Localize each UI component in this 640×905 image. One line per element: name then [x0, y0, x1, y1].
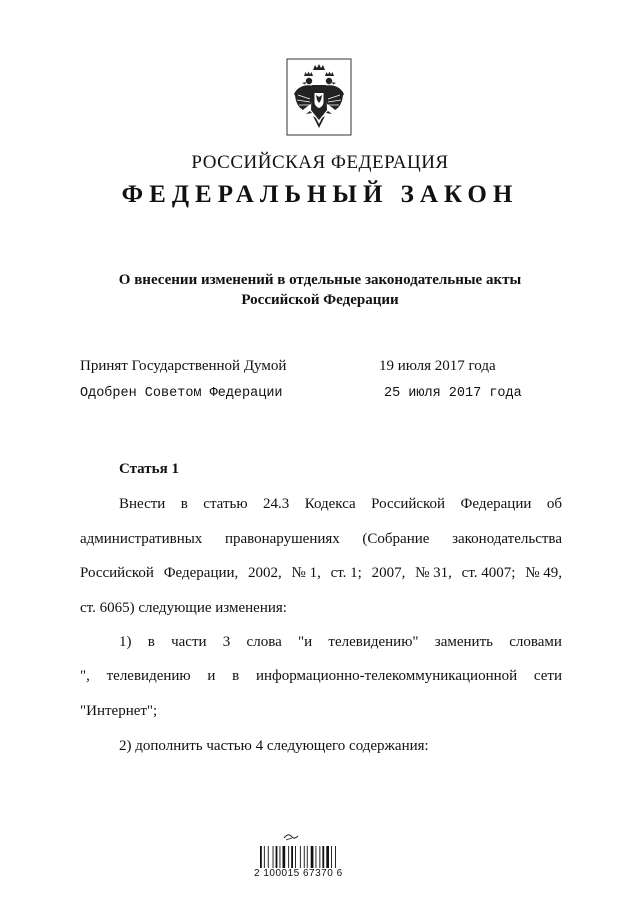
paragraph-line [80, 668, 562, 685]
paragraph-line: "Интернет"; [80, 703, 158, 719]
law-title-line-2: Российской Федерации [241, 292, 399, 308]
council-approval-label: Одобрен Советом Федерации [80, 386, 283, 401]
law-title-line-1: О внесении изменений в отдельные законодательные акты [118, 272, 522, 288]
law-title [80, 270, 560, 310]
word: "и [297, 634, 313, 650]
duma-adoption-label: Принят Государственной Думой [80, 358, 287, 374]
word: Российской [80, 565, 154, 581]
word: 3 [222, 634, 231, 650]
word: Федерации [460, 496, 532, 512]
word: 24.3 [263, 496, 290, 512]
paragraph-line [119, 634, 562, 651]
word: (Собрание [362, 531, 430, 547]
word: 1) [119, 634, 132, 650]
word: телевидению [106, 668, 191, 684]
word: сети [533, 668, 562, 684]
word: телевидению" [328, 634, 419, 650]
paragraph-line [80, 565, 562, 582]
article-heading: Статья 1 [119, 461, 179, 477]
word: Внести [119, 496, 166, 512]
word: части [171, 634, 207, 650]
council-approval-date: 25 июля 2017 года [384, 386, 522, 401]
word: правонарушениях [224, 531, 340, 547]
paragraph-line [119, 496, 562, 513]
paragraph-line [80, 531, 562, 548]
word: в [180, 496, 188, 512]
barcode-number: 2 100015 67370 6 [254, 868, 343, 879]
coat-of-arms-emblem [286, 58, 352, 136]
word: в [232, 668, 240, 684]
paragraph-line: 2) дополнить частью 4 следующего содержания: [119, 738, 429, 754]
word: Российской [371, 496, 446, 512]
word: и [207, 668, 216, 684]
word: информационно-телекоммуникационной [255, 668, 518, 684]
word: Кодекса [304, 496, 356, 512]
word: административных [80, 531, 203, 547]
word: заменить [434, 634, 493, 650]
word: 2002, [248, 565, 282, 581]
word: ст. 4007; [461, 565, 516, 581]
word: Федерации, [163, 565, 239, 581]
word: 2007, [371, 565, 406, 581]
word: ", [80, 668, 90, 684]
duma-adoption-date: 19 июля 2017 года [379, 358, 496, 374]
word: словами [509, 634, 562, 650]
word: № 31, [415, 565, 452, 581]
word: об [546, 496, 562, 512]
word: законодательства [452, 531, 562, 547]
country-name: РОССИЙСКАЯ ФЕДЕРАЦИЯ [191, 152, 449, 173]
word: в [147, 634, 155, 650]
paragraph-line: ст. 6065) следующие изменения: [80, 600, 287, 616]
document-type: ФЕДЕРАЛЬНЫЙ ЗАКОН [121, 181, 519, 208]
word: слова [246, 634, 282, 650]
word: статью [203, 496, 248, 512]
word: № 49, [525, 565, 562, 581]
word: № 1, [291, 565, 321, 581]
word: ст. 1; [330, 565, 362, 581]
